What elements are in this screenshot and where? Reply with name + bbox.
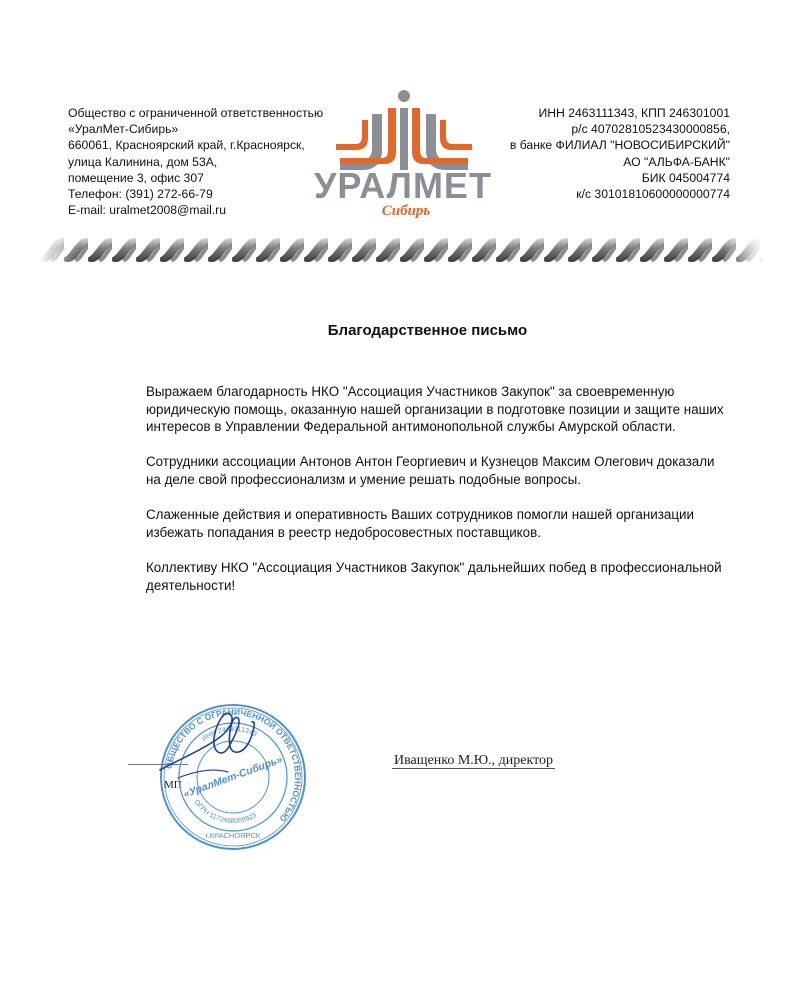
signer-name: Иващенко М.Ю., директор [394,753,554,768]
company-email: E-mail: uralmet2008@mail.ru [68,203,226,218]
letter-title: Благодарственное письмо [327,322,528,339]
bank-line: к/с 30101810600000000774 [576,187,730,202]
rope-divider [40,230,764,266]
logo-subtitle: Сибирь [381,203,431,219]
bank-line: БИК 045004774 [641,170,730,185]
body-paragraph: Коллективу НКО "Ассоциация Участников Закупок" дальнейших побед в профессиональной деятельности! [146,559,722,593]
bank-line: в банке ФИЛИАЛ "НОВОСИБИРСКИЙ" [509,138,730,153]
company-line: Общество с ограниченной ответственностью [68,106,324,120]
mp-label: МП [164,779,182,791]
body-paragraph: Сотрудники ассоциации Антонов Антон Георгиевич и Кузнецов Максим Олегович доказали на деле свой профессионализм и умение решать подобные вопросы. [146,454,715,487]
company-seal [158,700,308,855]
seal-center-text: «УралМет-Сибирь» [181,753,285,801]
seal-inn: ИНН 2463111343 [200,725,258,744]
bank-line: р/с 40702810523430000856, [571,122,730,137]
company-line: «УралМет-Сибирь» [68,122,179,137]
company-line: улица Калинина, дом 53А, [68,154,218,169]
bank-line: АО "АЛЬФА-БАНК" [623,154,730,169]
body-paragraph: Выражаем благодарность НКО "Ассоциация Участников Закупок" за своевременную юридическую помощь, оказанную нашей организации в подготовке позиции и защите наших интересов в Управлении Федеральной антимонопольной службы Амурской области. [146,384,724,435]
letter-body [146,383,726,612]
logo-wordmark: УРАЛМЕТ [314,165,492,206]
company-line: помещение 3, офис 307 [68,170,204,185]
seal-city: г.КРАСНОЯРСК [205,831,261,840]
bank-details [440,105,730,202]
company-line: 660061, Красноярский край, г.Красноярск, [68,138,305,153]
seal-ogrn: ОГРН 1172468069923 [192,798,258,826]
bank-line: ИНН 2463111343, КПП 246301001 [538,106,730,120]
company-details [68,105,328,218]
body-paragraph: Слаженные действия и оперативность Ваших сотрудников помогли нашей организации избежать попадания в реестр недобросовестных поставщиков. [146,507,694,540]
company-phone: Телефон: (391) 272-66-79 [68,187,213,202]
seal-outer-text: ОБЩЕСТВО С ОГРАНИЧЕННОЙ ОТВЕТСТВЕННОСТЬЮ [163,706,304,824]
